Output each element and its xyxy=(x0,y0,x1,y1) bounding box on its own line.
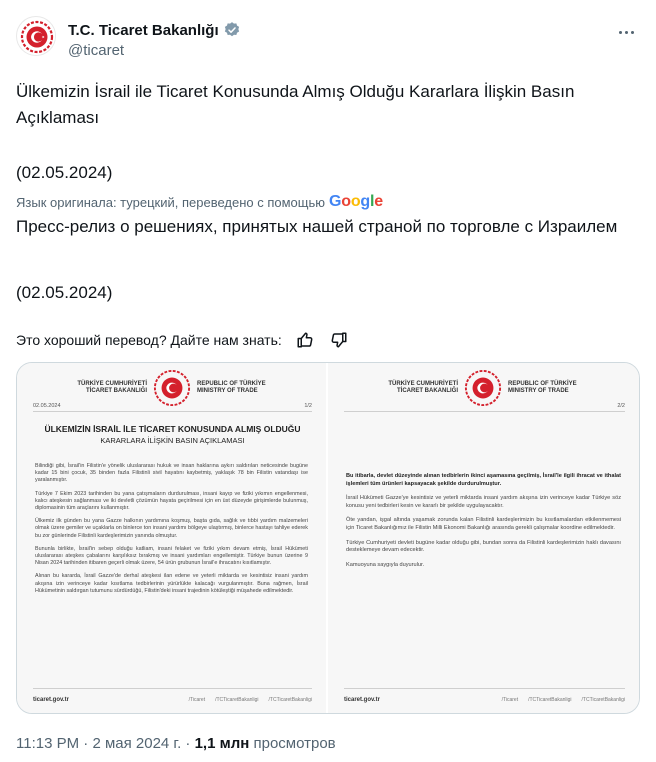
social-handle: /TCTicaretBakanligi xyxy=(268,697,312,703)
doc-page-number: 1/2 xyxy=(304,403,312,409)
tweet-meta xyxy=(16,735,336,752)
google-letter: l xyxy=(369,193,375,210)
feedback-prompt: Это хороший перевод? Дайте нам знать: xyxy=(16,332,282,348)
social-handle: /TCTicaretBakanligi xyxy=(215,697,259,703)
doc-paragraph: Bu itibarla, devlet düzeyinde alınan tedbirlerin ikinci aşamasına geçilmiş, İsrail'le ilgili ihracat ve ithalat işlemleri tüm ürünleri kapsayacak şekilde durdurulmuştur. xyxy=(346,473,621,487)
tweet-body: Ülkemizin İsrail ile Ticaret Konusunda Almış Olduğu Kararlara İlişkin Basın Açıklaması xyxy=(16,82,575,127)
google-letter: g xyxy=(360,193,370,210)
press-release-page-1[interactable] xyxy=(17,363,328,713)
views-count[interactable]: 1,1 млн xyxy=(194,735,250,752)
doc-paragraph: Türkiye Cumhuriyeti devleti bugüne kadar olduğu gibi, bundan sonra da Filistinli kardeşlerimizin haklı davasını desteklemeye devam edecektir. xyxy=(346,539,621,554)
doc-paragraph: Bununla birlikte, İsrail'in sebep olduğu katliam, insani felaket ve fiziki yıkım devam etmiş, İsrail Hükümeti uluslararası ateşkes çabalarını karşılıksız bırakmış ve insani yardımları engellemiştir. Türkiye bunun üzerine 9 Nisan 2024 tarihinden itibaren geçerli olmak üzere, 54 ürün grubunun İsrail'e ihracatını kısıtlamıştır. xyxy=(35,545,308,567)
doc-footer-divider xyxy=(344,688,625,689)
tweet-header xyxy=(16,16,640,66)
handle[interactable]: @ticaret xyxy=(68,42,125,59)
doc-header-left: TÜRKİYE CUMHURİYETİ TİCARET BAKANLIĞI xyxy=(388,381,458,394)
doc-header-right: REPUBLIC OF TÜRKİYE MINISTRY OF TRADE xyxy=(508,381,577,394)
tweet-text xyxy=(16,79,636,131)
google-letter: e xyxy=(374,193,383,210)
thumbs-up-icon xyxy=(296,331,314,349)
translated-text: Пресс-релиз о решениях, принятых нашей страной по торговле с Израилем xyxy=(16,217,618,236)
more-options-icon[interactable] xyxy=(614,22,638,42)
translation-note-text: Язык оригинала: турецкий, переведено с помощью xyxy=(16,194,325,210)
display-name[interactable]: T.C. Ticaret Bakanlığı xyxy=(68,21,219,39)
press-release-page-2[interactable] xyxy=(328,363,639,713)
ministry-logo-icon xyxy=(17,17,56,56)
doc-footer-site: ticaret.gov.tr xyxy=(344,697,380,703)
google-logo[interactable] xyxy=(329,193,383,211)
ministry-seal-icon xyxy=(464,369,502,407)
views-label: просмотров xyxy=(253,735,336,752)
doc-paragraph: Bilindiği gibi, İsrail'in Filistin'e yönelik uluslararası hukuk ve insan haklarına aykırı saldırıları neticesinde bugüne kadar 15 bini çocuk, 35 binden fazla Filistinli sivil hayatını kaybetmiş, yaklaşık 78 bin Filistin vatandaşı ise yaralanmıştır. xyxy=(35,463,308,484)
social-handle: /TCTicaretBakanligi xyxy=(528,697,572,703)
doc-footer-social xyxy=(189,697,312,703)
tweet-time[interactable]: 11:13 PM xyxy=(16,735,80,752)
doc-divider xyxy=(344,411,625,412)
social-handle: /Ticaret xyxy=(501,697,519,703)
tweet-date[interactable]: 2 мая 2024 г. xyxy=(92,735,182,752)
doc-paragraph: Türkiye 7 Ekim 2023 tarihinden bu yana çatışmaların durdurulması, insani kayıp ve fiziki yıkımın engellenmesi, kalıcı ateşkesin sağlanması ve iki devletli çözümün hayata geçirilmesi için en üst düzeyde girişimlerde bulunmuş, diplomasinin tüm araçlarını kullanmıştır. xyxy=(35,490,308,512)
avatar[interactable] xyxy=(16,16,56,56)
translated-date: (02.05.2024) xyxy=(16,283,113,302)
doc-title-line: ÜLKEMİZİN İSRAİL İLE TİCARET KONUSUNDA ALMIŞ OLDUĞU xyxy=(44,424,301,434)
doc-footer-divider xyxy=(33,688,312,689)
doc-paragraph: Öte yandan, işgal altında yaşamak zorunda kalan Filistinli kardeşlerimizin bu kısıtlamalardan etkilenmemesi için Ticaret Bakanlığımız ile Filistin Milli Ekonomi Bakanlığı arasında gerekli çalışmalar koordine edilmektedir. xyxy=(346,517,621,531)
doc-paragraph: Alınan bu kararda, İsrail Gazze'de derhal ateşkesi ilan edene ve yeterli miktarda ve kesintisiz insani yardım akışına izin verinceye kadar kısıtlama tedbirlerinin yürürlükte kalacağı vurgulanmıştır. Buna rağmen, İsrail Hükümetinin saldırgan tutumunu sürdürdüğü, Filistin'deki insani trajedinin kötüleştiği müşahede edilmektedir. xyxy=(35,573,308,594)
doc-paragraph: İsrail Hükümeti Gazze'ye kesintisiz ve yeterli miktarda insani yardım akışına izin verinceye kadar Türkiye söz konusu yeni tedbirleri kesin ve kararlı bir şekilde uygulayacaktır. xyxy=(346,495,621,509)
thumbs-down-button[interactable] xyxy=(328,329,350,351)
doc-header-right: REPUBLIC OF TÜRKİYE MINISTRY OF TRADE xyxy=(197,381,266,394)
more-dot-icon xyxy=(625,31,628,34)
ministry-seal-icon xyxy=(153,369,191,407)
google-letter: G xyxy=(329,193,342,210)
more-dot-icon xyxy=(631,31,634,34)
doc-page-number: 2/2 xyxy=(617,403,625,409)
tweet-date-text: (02.05.2024) xyxy=(16,163,113,182)
social-handle: /Ticaret xyxy=(188,697,206,703)
verified-badge-icon xyxy=(223,21,241,39)
doc-divider xyxy=(33,411,312,412)
thumbs-down-icon xyxy=(330,331,348,349)
doc-subtitle: KARARLARA İLİŞKİN BASIN AÇIKLAMASI xyxy=(100,436,245,445)
doc-date: 02.05.2024 xyxy=(33,403,61,409)
translation-note xyxy=(16,193,383,211)
translation-feedback xyxy=(16,329,350,351)
google-letter: o xyxy=(341,193,351,210)
name-row xyxy=(68,20,241,40)
doc-body xyxy=(346,473,621,576)
meta-separator: · xyxy=(83,735,89,752)
google-letter: o xyxy=(350,193,361,210)
meta-separator: · xyxy=(185,735,191,752)
doc-paragraph: Kamuoyuna saygıyla duyurulur. xyxy=(346,561,425,568)
doc-title xyxy=(33,424,312,446)
doc-footer-social xyxy=(502,697,625,703)
attached-images[interactable] xyxy=(16,362,640,714)
doc-body xyxy=(35,463,308,601)
doc-footer-site: ticaret.gov.tr xyxy=(33,697,69,703)
thumbs-up-button[interactable] xyxy=(294,329,316,351)
more-dot-icon xyxy=(619,31,622,34)
social-handle: /TCTicaretBakanligi xyxy=(581,697,625,703)
doc-header-left: TÜRKİYE CUMHURİYETİ TİCARET BAKANLIĞI xyxy=(77,381,147,394)
doc-paragraph: Ülkemiz ilk günden bu yana Gazze halkının yardımına koşmuş, başta gıda, sağlık ve tıbbi yardım malzemeleri olmak üzere gemiler ve uçaklarla on binlerce ton insani yardımı bölgeye ulaştırmış, binlerce hastayı tahliye ederek bu zor günlerinde Filistinli kardeşlerimizin yanında olmuştur. xyxy=(35,518,308,539)
